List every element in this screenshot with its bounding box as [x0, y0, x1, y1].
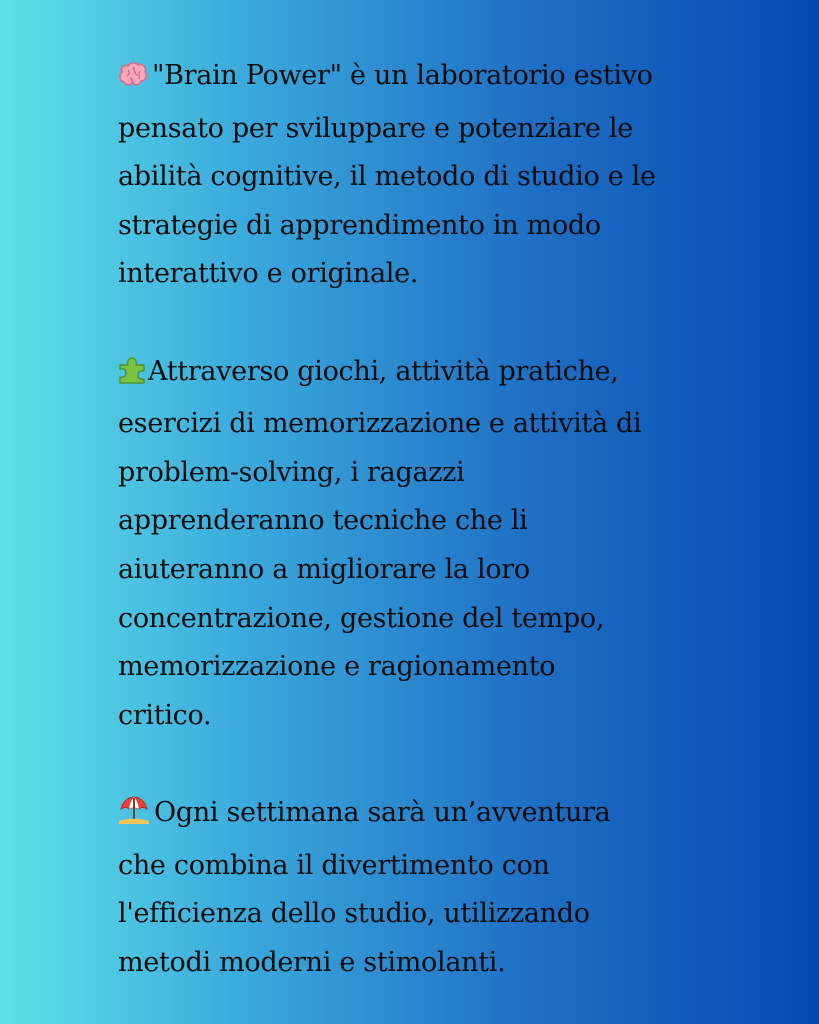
paragraph-spacer: [118, 740, 718, 789]
text-line: che combina il divertimento con: [118, 849, 550, 881]
brain-icon: [118, 56, 148, 105]
text-line: abilità cognitive, il metodo di studio e le: [118, 161, 656, 193]
text-line: "Brain Power" è un laboratorio estivo: [118, 52, 718, 105]
text-line: apprenderanno tecniche che li: [118, 505, 528, 537]
puzzle-piece-icon: [118, 352, 148, 401]
text-line: esercizi di memorizzazione e attività di: [118, 408, 642, 440]
text-line: metodi moderni e stimolanti.: [118, 946, 506, 978]
text-line: aiuteranno a migliorare la loro: [118, 553, 530, 585]
text-line: Attraverso giochi, attività pratiche,: [118, 348, 718, 401]
text-line: problem-solving, i ragazzi: [118, 456, 465, 488]
text-line: Ogni settimana sarà un’avventura: [118, 789, 718, 842]
text-line: strategie di apprendimento in modo: [118, 209, 601, 241]
text-line: concentrazione, gestione del tempo,: [118, 602, 605, 634]
text-line: critico.: [118, 699, 212, 731]
beach-umbrella-icon: [118, 793, 150, 842]
paragraph-intro: [118, 52, 718, 299]
paragraph-weekly: [118, 789, 718, 987]
text-line: interattivo e originale.: [118, 258, 419, 290]
text-line: l'efficienza dello studio, utilizzando: [118, 898, 590, 930]
paragraph-activities: [118, 348, 718, 741]
text-block: [118, 52, 718, 987]
text-line: memorizzazione e ragionamento: [118, 651, 556, 683]
paragraph-spacer: [118, 299, 718, 348]
text-line: pensato per sviluppare e potenziare le: [118, 112, 633, 144]
